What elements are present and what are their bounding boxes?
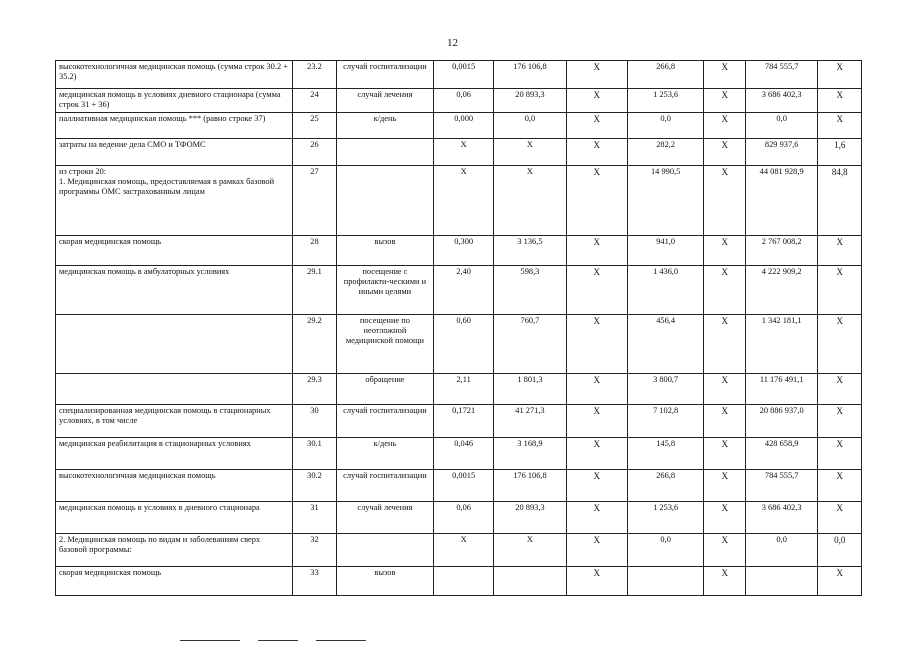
row-number: 28 [293,236,337,266]
norm-cost-cell: Х [494,166,567,236]
norm-cost-cell: 760,7 [494,315,567,374]
x-mark-1: Х [566,266,627,315]
x-mark-2: Х [704,139,745,166]
x-mark-2: Х [704,567,745,596]
table-row [56,315,862,374]
table-row [56,438,862,470]
per-capita-cell: 0,0 [627,534,704,567]
table-row [56,139,862,166]
x-mark-1: Х [566,534,627,567]
x-mark-2: Х [704,236,745,266]
row-number: 32 [293,534,337,567]
total-cost-cell: 0,0 [745,113,818,139]
per-capita-cell [627,567,704,596]
row-number: 24 [293,89,337,113]
row-number: 30.1 [293,438,337,470]
row-number: 30 [293,405,337,438]
total-cost-cell: 0,0 [745,534,818,567]
table-row [56,405,862,438]
share-cell: Х [818,470,862,502]
row-name: высокотехнологичная медицинская помощь (сумма строк 30.2 + 35.2) [56,61,293,89]
x-mark-1: Х [566,502,627,534]
share-cell: Х [818,236,862,266]
footer-rules [180,628,384,646]
norm-cost-cell: 3 136,5 [494,236,567,266]
share-cell: Х [818,61,862,89]
x-mark-2: Х [704,113,745,139]
share-cell: Х [818,266,862,315]
share-cell: Х [818,89,862,113]
norm-volume-cell: 2,40 [434,266,494,315]
norm-cost-cell: 598,3 [494,266,567,315]
x-mark-2: Х [704,502,745,534]
unit-cell: случай лечения [336,502,433,534]
per-capita-cell: 3 800,7 [627,374,704,405]
unit-cell [336,166,433,236]
x-mark-2: Х [704,61,745,89]
x-mark-2: Х [704,315,745,374]
norm-volume-cell: 0,0015 [434,61,494,89]
share-cell: Х [818,315,862,374]
per-capita-cell: 266,8 [627,61,704,89]
norm-volume-cell: 0,0015 [434,470,494,502]
total-cost-cell: 784 555,7 [745,61,818,89]
page-number: 12 [447,37,458,49]
x-mark-2: Х [704,266,745,315]
x-mark-2: Х [704,405,745,438]
norm-volume-cell: 0,300 [434,236,494,266]
norm-cost-cell: 176 106,8 [494,470,567,502]
row-name: скорая медицинская помощь [56,567,293,596]
norm-cost-cell: 176 106,8 [494,61,567,89]
total-cost-cell: 2 767 008,2 [745,236,818,266]
per-capita-cell: 145,8 [627,438,704,470]
share-cell: 1,6 [818,139,862,166]
per-capita-cell: 941,0 [627,236,704,266]
norm-volume-cell: 2,11 [434,374,494,405]
unit-cell: к/день [336,438,433,470]
norm-cost-cell: 0,0 [494,113,567,139]
total-cost-cell: 3 686 402,3 [745,502,818,534]
per-capita-cell: 1 436,0 [627,266,704,315]
share-cell: 84,8 [818,166,862,236]
x-mark-2: Х [704,89,745,113]
total-cost-cell: 1 342 181,1 [745,315,818,374]
row-number: 31 [293,502,337,534]
norm-cost-cell: 1 801,3 [494,374,567,405]
norm-volume-cell: 0,046 [434,438,494,470]
norm-volume-cell: Х [434,166,494,236]
table-row [56,266,862,315]
unit-cell: случай госпитализации [336,61,433,89]
unit-cell: случай госпитализации [336,405,433,438]
row-name: паллиативная медицинская помощь *** (равно строке 37) [56,113,293,139]
x-mark-1: Х [566,61,627,89]
norm-volume-cell: Х [434,139,494,166]
table-row [56,567,862,596]
x-mark-1: Х [566,567,627,596]
norm-volume-cell [434,567,494,596]
x-mark-2: Х [704,374,745,405]
row-name: затраты на ведение дела СМО и ТФОМС [56,139,293,166]
norm-cost-cell: Х [494,534,567,567]
unit-cell: обращение [336,374,433,405]
share-cell: Х [818,438,862,470]
total-cost-cell: 3 686 402,3 [745,89,818,113]
total-cost-cell: 11 176 491,1 [745,374,818,405]
table-row [56,470,862,502]
unit-cell: к/день [336,113,433,139]
share-cell: Х [818,374,862,405]
row-name: медицинская помощь в условиях дневного стационара (сумма строк 31 + 36) [56,89,293,113]
norm-volume-cell: Х [434,534,494,567]
row-number: 29.3 [293,374,337,405]
x-mark-1: Х [566,374,627,405]
per-capita-cell: 456,4 [627,315,704,374]
x-mark-2: Х [704,534,745,567]
unit-cell: вызов [336,567,433,596]
row-number: 29.2 [293,315,337,374]
share-cell: Х [818,502,862,534]
unit-cell [336,139,433,166]
per-capita-cell: 282,2 [627,139,704,166]
per-capita-cell: 0,0 [627,113,704,139]
row-name: скорая медицинская помощь [56,236,293,266]
norm-cost-cell: 20 893,3 [494,502,567,534]
x-mark-1: Х [566,166,627,236]
table-row [56,61,862,89]
share-cell: Х [818,567,862,596]
total-cost-cell: 784 555,7 [745,470,818,502]
total-cost-cell: 20 886 937,0 [745,405,818,438]
table-row [56,166,862,236]
unit-cell: случай госпитализации [336,470,433,502]
row-number: 26 [293,139,337,166]
per-capita-cell: 7 102,8 [627,405,704,438]
x-mark-1: Х [566,315,627,374]
row-name: медицинская помощь в амбулаторных условиях [56,266,293,315]
unit-cell [336,534,433,567]
per-capita-cell: 14 990,5 [627,166,704,236]
x-mark-1: Х [566,89,627,113]
table-row [56,374,862,405]
row-number: 33 [293,567,337,596]
table-row [56,113,862,139]
x-mark-1: Х [566,236,627,266]
x-mark-1: Х [566,405,627,438]
norm-volume-cell: 0,000 [434,113,494,139]
row-number: 25 [293,113,337,139]
unit-cell: посещение с профилакти-ческими и иными целями [336,266,433,315]
x-mark-1: Х [566,470,627,502]
unit-cell: случай лечения [336,89,433,113]
row-name [56,315,293,374]
norm-cost-cell: 41 271,3 [494,405,567,438]
row-number: 30.2 [293,470,337,502]
row-name [56,374,293,405]
table-row [56,89,862,113]
norm-cost-cell: Х [494,139,567,166]
table-row [56,502,862,534]
table-row [56,534,862,567]
norm-cost-cell: 20 893,3 [494,89,567,113]
norm-volume-cell: 0,06 [434,502,494,534]
norm-cost-cell: 3 168,9 [494,438,567,470]
row-number: 27 [293,166,337,236]
share-cell: Х [818,405,862,438]
row-name: высокотехнологичная медицинская помощь [56,470,293,502]
share-cell: Х [818,113,862,139]
norm-cost-cell [494,567,567,596]
norm-volume-cell: 0,60 [434,315,494,374]
unit-cell: вызов [336,236,433,266]
total-cost-cell: 829 937,6 [745,139,818,166]
unit-cell: посещение по неотложной медицинской помощи [336,315,433,374]
x-mark-2: Х [704,438,745,470]
row-name: специализированная медицинская помощь в стационарных условиях, в том числе [56,405,293,438]
row-number: 29.1 [293,266,337,315]
x-mark-1: Х [566,438,627,470]
row-name: 2. Медицинская помощь по видам и заболеваниям сверх базовой программы: [56,534,293,567]
x-mark-1: Х [566,113,627,139]
norm-volume-cell: 0,1721 [434,405,494,438]
total-cost-cell: 44 081 928,9 [745,166,818,236]
table-row [56,236,862,266]
x-mark-1: Х [566,139,627,166]
total-cost-cell: 428 658,9 [745,438,818,470]
per-capita-cell: 1 253,6 [627,502,704,534]
share-cell: 0,0 [818,534,862,567]
per-capita-cell: 1 253,6 [627,89,704,113]
total-cost-cell: 4 222 909,2 [745,266,818,315]
per-capita-cell: 266,8 [627,470,704,502]
row-name: из строки 20: 1. Медицинская помощь, предоставляемая в рамках базовой программы ОМС застрахованным лицам [56,166,293,236]
x-mark-2: Х [704,166,745,236]
x-mark-2: Х [704,470,745,502]
financing-table [55,60,862,596]
row-number: 23.2 [293,61,337,89]
norm-volume-cell: 0,06 [434,89,494,113]
total-cost-cell [745,567,818,596]
row-name: медицинская помощь в условиях в дневного стационара [56,502,293,534]
row-name: медицинская реабилитация в стационарных условиях [56,438,293,470]
